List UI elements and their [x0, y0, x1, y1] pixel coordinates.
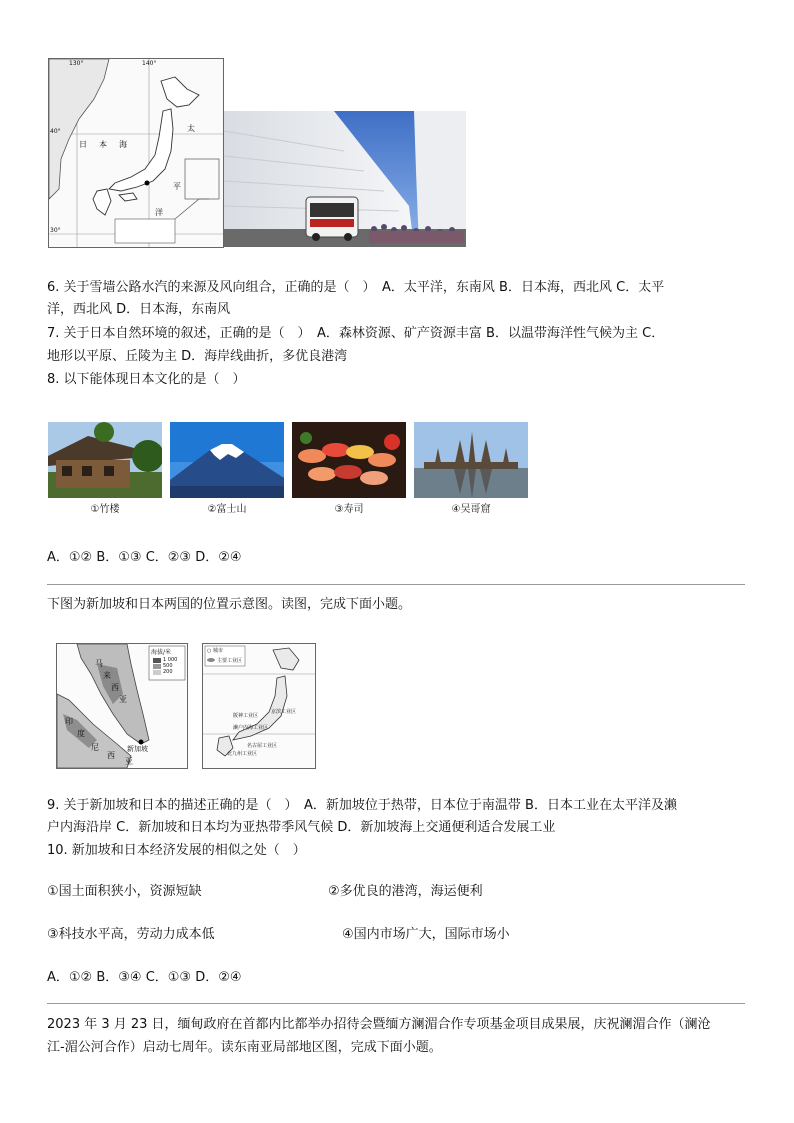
japan-industry-map — [202, 643, 316, 769]
legend-200: 200 — [163, 669, 173, 675]
legend-1000: 1 000 — [163, 657, 178, 663]
intro-q11-line1: 2023 年 3 月 23 日，缅甸政府在首都内比都举办招待会暨缅方澜湄合作专项基金项目成果展，庆祝澜湄合作（澜沧 — [47, 1017, 711, 1032]
map-label-tai: 太 — [187, 124, 195, 133]
lon-label-130: 130° — [69, 60, 84, 67]
caption-4: ④吴哥窟 — [451, 504, 491, 515]
legend-city: ○ 城市 — [207, 648, 223, 654]
lat-label-30: 30° — [50, 227, 61, 234]
legend-title: 海拔/米 — [151, 649, 172, 656]
label-setouchi: 濑户内海工业区 — [233, 725, 269, 731]
q10-stem: 10. 新加坡和日本经济发展的相似之处（ ） — [47, 843, 306, 858]
q10-options: A．①② B．③④ C．①③ D．②④ — [47, 970, 242, 985]
q6-line2: 洋，西北风 D．日本海，东南风 — [47, 302, 231, 317]
q7-line1: 7. 关于日本自然环境的叙述，正确的是（ ） A．森林资源、矿产资源丰富 B．以温带海洋性气候为主 C． — [47, 326, 665, 341]
photo-angkor-wat — [414, 422, 528, 498]
singapore-map — [56, 643, 188, 769]
label-hanshin: 阪神工业区 — [233, 713, 259, 719]
caption-1: ①竹楼 — [90, 504, 120, 515]
intro-q9: 下图为新加坡和日本两国的位置示意图。读图，完成下面小题。 — [47, 597, 412, 612]
snow-wall-photo — [224, 111, 466, 247]
label-ya: 亚 — [119, 695, 127, 704]
q10-item-3: ③科技水平高，劳动力成本低 — [47, 927, 215, 942]
map-label-ri: 日 — [79, 140, 87, 149]
q10-item-1: ①国土面积狭小，资源短缺 — [47, 884, 202, 899]
lon-label-140: 140° — [142, 60, 157, 67]
intro-q11-line2: 江-湄公河合作）启动七周年。读东南亚局部地区图，完成下面小题。 — [47, 1040, 442, 1055]
label-ya2: 亚 — [125, 757, 133, 766]
label-ni: 尼 — [91, 743, 99, 752]
snow-wall-graphic — [224, 111, 466, 247]
q9-line2: 户内海沿岸 C．新加坡和日本均为亚热带季风气候 D．新加坡海上交通便利适合发展工业 — [47, 820, 556, 835]
map-label-ben: 本 — [99, 140, 107, 149]
divider-1 — [47, 584, 745, 585]
label-ma: 马 — [95, 659, 103, 668]
q10-item-2: ②多优良的港湾，海运便利 — [328, 884, 483, 899]
map-label-ping: 平 — [173, 182, 181, 191]
caption-2: ②富士山 — [207, 504, 247, 515]
label-yin: 印 — [65, 717, 73, 726]
label-du: 度 — [77, 729, 85, 738]
japan-map — [48, 58, 224, 248]
label-keihin: 京滨工业区 — [271, 709, 297, 715]
legend-industry: 主要工业区 — [217, 658, 243, 664]
legend-500: 500 — [163, 663, 173, 669]
label-xi: 西 — [111, 683, 119, 692]
q7-line2: 地形以平原、丘陵为主 D．海岸线曲折，多优良港湾 — [47, 349, 348, 364]
photo-mount-fuji — [170, 422, 284, 498]
q8-stem: 8. 以下能体现日本文化的是（ ） — [47, 372, 246, 387]
label-lai: 来 — [103, 671, 111, 680]
photo-sushi — [292, 422, 406, 498]
q6-line1: 6. 关于雪墙公路水汽的来源及风向组合，正确的是（ ） A．太平洋，东南风 B．日本海，西北风 C．太平 — [47, 280, 665, 295]
japan-map-graphic — [49, 59, 223, 247]
label-xi2: 西 — [107, 751, 115, 760]
map-label-yang: 洋 — [155, 208, 163, 217]
label-kitakyushu: 北九州工业区 — [227, 751, 258, 757]
map-label-hai: 海 — [119, 140, 127, 149]
q8-options: A．①② B．①③ C．②③ D．②④ — [47, 550, 242, 565]
divider-2 — [47, 1003, 745, 1004]
photo-bamboo-house — [48, 422, 162, 498]
caption-3: ③寿司 — [334, 504, 364, 515]
q9-line1: 9. 关于新加坡和日本的描述正确的是（ ） A．新加坡位于热带，日本位于南温带 B．日本工业在太平洋及濑 — [47, 798, 677, 813]
lat-label-40: 40° — [50, 128, 61, 135]
label-nagoya: 名古屋工业区 — [247, 743, 278, 749]
q10-item-4: ④国内市场广大，国际市场小 — [342, 927, 510, 942]
label-singapore: 新加坡 — [127, 745, 148, 753]
